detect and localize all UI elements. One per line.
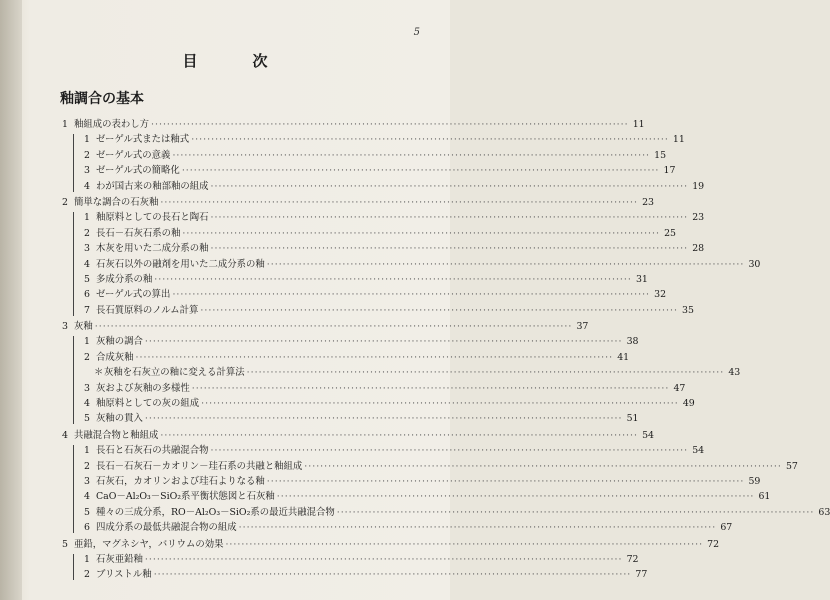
toc-entry-title: 灰釉を石灰立の釉に変える計算法 [104,367,245,379]
toc-entry-title: 灰釉 [74,321,93,333]
toc-leader-dots: ························································································································ [160,196,638,208]
toc-entry-page: 49 [682,398,695,410]
toc-leader-dots: ························································································································ [210,180,689,192]
toc-entry-page: 54 [692,445,705,457]
toc-entry-page: 59 [748,475,761,487]
toc-entry-page: 67 [720,522,733,534]
toc-entry-page: 72 [707,538,720,550]
toc-leader-dots: ························································································································ [210,243,689,255]
toc-entry-page: 38 [626,336,639,348]
toc-entry-title: ゼーゲル式の簡略化 [96,165,180,177]
toc-leader-dots: ························································································································ [266,258,745,270]
toc-entry-number: ＊ [94,367,104,379]
toc-section-row [62,163,676,178]
toc-section-row [62,350,630,365]
toc-entry-title: ゼーゲル式または釉式 [96,134,190,146]
toc-entry-page: 32 [654,289,667,301]
toc-entry-page: 23 [642,196,654,208]
toc-entry-number: 4 [84,180,90,192]
toc-leader-dots: ························································································································ [135,351,614,363]
toc-entry-number: 5 [84,506,90,518]
toc-entry-number: 7 [84,304,90,316]
toc-entry-page: 11 [632,119,645,130]
toc-entry-number: 1 [84,553,90,565]
toc-leader-dots: ························································································································ [144,336,623,348]
toc-entry-title: 木灰を用いた二成分系の釉 [96,243,209,255]
previous-page-edge [0,0,22,600]
toc-leader-dots: ························································································································ [160,429,638,441]
toc-entry-number: 2 [84,227,90,239]
toc-entry-page: 51 [626,413,639,425]
toc-entry-number: 1 [62,119,68,130]
toc-leader-dots: ························································································································ [276,491,755,503]
toc-entry-page: 11 [672,134,685,146]
toc-entry-page: 37 [576,321,589,333]
toc-chapter-row [62,428,654,443]
toc-section-row [62,179,705,194]
toc-entry-number: 3 [84,165,90,177]
toc-entry-number: 5 [84,273,90,285]
toc-bracket-line [73,445,74,533]
toc-entry-page: 63 [818,506,830,518]
toc-entry-page: 35 [682,304,694,316]
toc-entry-title: 四成分系の最低共融混合物の組成 [96,522,237,534]
toc-chapter-row [62,117,645,132]
toc-entry-page: 19 [692,180,705,192]
toc-entry-title: ゼーゲル式の意義 [96,149,171,161]
toc-bracket-line [73,134,74,192]
toc-entry-page: 28 [692,243,705,255]
toc-leader-dots: ························································································································ [144,553,623,565]
toc-section-row [62,411,639,426]
toc-leader-dots: ························································································································ [266,475,745,487]
toc-entry-title: 灰および灰釉の多様性 [96,382,190,394]
toc-leader-dots: ························································································································ [201,398,679,410]
toc-entry-number: 2 [84,351,90,363]
toc-entry-title: 長石質原料のノルム計算 [96,304,199,316]
toc-leader-dots: ························································································································ [304,460,782,472]
toc-list [62,117,830,583]
toc-section-row [62,505,830,520]
toc-leader-dots: ························································································································ [225,538,704,550]
toc-leader-dots: ························································································································ [191,382,670,394]
toc-entry-page: 47 [673,382,686,394]
toc-entry-title: 釉原料としての灰の組成 [96,398,200,410]
page-number: 5 [413,27,420,38]
toc-entry-title: 長石と石灰石の共融混合物 [96,445,209,457]
toc-entry-number: 4 [84,398,90,410]
toc-leader-dots: ························································································································ [210,212,689,224]
toc-leader-dots: ························································································································ [200,304,678,316]
toc-entry-number: 5 [62,538,68,550]
toc-entry-number: 3 [84,243,90,255]
toc-chapter-row [62,537,720,552]
toc-section-row [62,241,705,256]
toc-entry-number: 2 [84,149,90,161]
toc-entry-title: 釉組成の表わし方 [74,119,150,130]
toc-entry-title: 灰釉の貫入 [96,413,143,425]
toc-leader-dots: ························································································································ [172,289,651,301]
toc-leader-dots: ························································································································ [181,165,660,177]
toc-section-row [62,257,761,272]
toc-entry-number: 2 [84,460,90,472]
toc-entry-page: 54 [642,429,654,441]
toc-leader-dots: ························································································································ [182,227,660,239]
toc-section-row [62,148,667,163]
toc-entry-number: 1 [84,212,90,224]
toc-entry-page: 41 [617,351,630,363]
toc-leader-dots: ························································································································ [154,273,632,285]
toc-leader-dots: ························································································································ [336,506,815,518]
toc-leader-dots: ························································································································ [210,445,689,457]
toc-subtitle: 釉調合の基本 [60,91,144,107]
toc-section-row [62,396,695,411]
toc-entry-number: 4 [84,258,90,270]
toc-entry-number: 3 [84,382,90,394]
toc-entry-page: 15 [654,149,667,161]
toc-section-row [62,459,798,474]
toc-entry-title: 長石－石灰石系の釉 [96,227,181,239]
toc-entry-title: 石灰石以外の融剤を用いた二成分系の釉 [96,258,265,270]
toc-section-row [62,567,648,582]
toc-entry-page: 23 [692,212,705,224]
toc-leader-dots: ························································································································ [172,149,651,161]
toc-entry-title: 釉原料としての長石と陶石 [96,212,209,224]
toc-section-row [62,381,686,396]
toc-chapter-row [62,195,654,210]
toc-section-row [62,272,648,287]
toc-bracket-line [73,336,74,424]
toc-entry-title: ゼーゲル式の算出 [96,289,171,301]
toc-entry-page: 57 [785,460,798,472]
toc-entry-title: 簡単な調合の石灰釉 [74,196,159,208]
toc-section-row [62,226,676,241]
toc-leader-dots: ························································································································ [94,321,573,333]
toc-leader-dots: ························································································································ [246,367,725,379]
toc-leader-dots: ························································································································ [151,119,629,130]
toc-entry-title: わが国古来の釉部釉の組成 [96,180,209,192]
toc-title: 目 次 [182,52,288,70]
toc-bracket-line [73,554,74,580]
toc-entry-page: 31 [635,273,648,285]
toc-entry-number: 6 [84,522,90,534]
toc-section-row [62,334,639,349]
toc-section-row [62,474,761,489]
toc-entry-number: 6 [84,289,90,301]
toc-leader-dots: ························································································································ [144,413,623,425]
toc-section-row [62,210,705,225]
toc-entry-number: 4 [84,491,90,503]
toc-entry-title: ブリストル釉 [96,569,152,581]
toc-entry-number: 1 [84,134,90,146]
toc-section-row [62,365,741,380]
toc-leader-dots: ························································································································ [191,134,669,146]
toc-chapter-row [62,319,589,334]
toc-entry-title: 石灰石，カオリンおよび珪石よりなる釉 [96,475,265,487]
toc-entry-page: 43 [728,367,741,379]
toc-entry-title: CaO－Al₂O₃－SiO₂系平衡状態図と石灰釉 [96,491,275,503]
toc-entry-title: 灰釉の調合 [96,336,143,348]
toc-section-row [62,443,705,458]
toc-entry-number: 5 [84,413,90,425]
toc-entry-page: 72 [626,553,639,565]
toc-entry-title: 多成分系の釉 [96,273,153,285]
toc-section-row [62,303,694,318]
toc-entry-title: 合成灰釉 [96,351,134,363]
toc-entry-page: 30 [748,258,761,270]
toc-section-row [62,287,667,302]
toc-entry-title: 石灰亜鉛釉 [96,553,143,565]
toc-leader-dots: ························································································································ [238,522,717,534]
toc-entry-number: 1 [84,445,90,457]
toc-entry-number: 4 [62,429,68,441]
toc-section-row [62,520,733,535]
toc-entry-title: 亜鉛，マグネシヤ，バリウムの効果 [74,538,224,550]
toc-entry-number: 3 [62,321,68,333]
toc-entry-title: 共融混合物と釉組成 [74,429,159,441]
toc-entry-page: 17 [663,165,676,177]
toc-entry-number: 3 [84,475,90,487]
toc-section-row [62,132,685,147]
toc-entry-title: 種々の三成分系，RO－Al₂O₃－SiO₂系の最近共融混合物 [96,506,335,518]
toc-entry-title: 長石－石灰石－カオリン－珪石系の共融と釉組成 [96,460,303,472]
toc-section-row [62,489,771,504]
toc-entry-number: 1 [84,336,90,348]
toc-bracket-line [73,212,74,316]
toc-leader-dots: ························································································································ [153,569,632,581]
toc-entry-page: 77 [635,569,648,581]
toc-entry-page: 25 [664,227,676,239]
toc-section-row [62,552,639,567]
toc-entry-number: 2 [84,569,90,581]
toc-entry-page: 61 [758,491,771,503]
toc-entry-number: 2 [62,196,68,208]
